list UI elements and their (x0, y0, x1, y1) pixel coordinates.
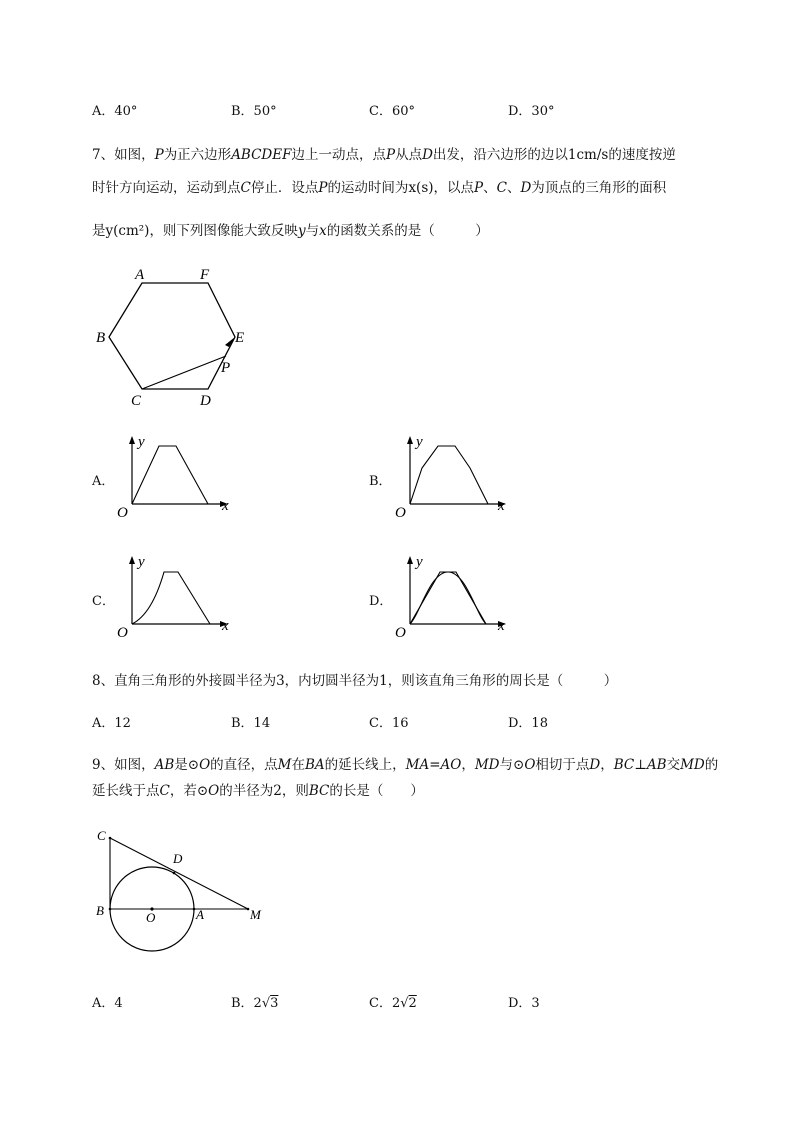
q7-line-2 (92, 176, 666, 196)
q8-option-a: A．12 (92, 716, 131, 731)
q8-stem: 8、直角三角形的外接圆半径为3，内切圆半径为1，则该直角三角形的周长是（ ） (92, 673, 618, 689)
hexagon-outline (109, 283, 235, 389)
q9-text: 延长线于点 (92, 783, 160, 799)
graph-c (114, 552, 239, 640)
label-M: M (250, 907, 261, 922)
math-D: D (589, 757, 601, 773)
label-C: C (131, 393, 142, 408)
q7-text: 边上一动点，点 (291, 147, 386, 163)
q9-text: 的 (704, 757, 719, 773)
graph-curve (132, 572, 210, 624)
label-y: y (416, 554, 423, 570)
math-x-s: x(s) (408, 180, 434, 196)
q7-text: 7、如图， (92, 147, 155, 163)
q9-text: ，若⊙ (169, 783, 209, 799)
q7-text: 与 (305, 223, 320, 239)
label-O: O (146, 910, 156, 925)
q7-text: 的运动时间为 (327, 180, 409, 196)
q9-option-a: A．4 (92, 996, 123, 1011)
label-E: E (235, 330, 245, 346)
radical-sign: √ (261, 996, 271, 1011)
q7-option-c: C． (92, 594, 115, 609)
label-origin: O (117, 505, 128, 520)
q9-option-d: D．3 (508, 996, 540, 1011)
q7-option-a: A． (92, 474, 115, 489)
q9-option-c (369, 992, 417, 1011)
q9-text: 在 (291, 757, 305, 773)
q9-text: 的半径为2，则 (219, 783, 309, 799)
q7-line-1 (92, 143, 676, 163)
q7-text: 时针方向运动，运动到点 (92, 180, 241, 196)
math-P: P (318, 180, 328, 196)
q7-text: 出发，沿六边形的边以1cm/s的速度按逆 (432, 147, 676, 163)
q9-text: 相切于点 (535, 757, 590, 773)
circle-tangent-figure (90, 822, 280, 957)
point-m (247, 908, 250, 911)
math-D: D (422, 147, 433, 163)
q7-text: 的函数关系的是（ ） (326, 223, 489, 239)
math-AB: AB (154, 757, 175, 773)
label-y: y (138, 554, 145, 570)
q9-option-b (231, 992, 278, 1011)
q7-option-b: B． (369, 474, 392, 489)
label-B: B (96, 330, 106, 346)
q7-text: 为正六边形 (163, 147, 232, 163)
math-C: C (240, 180, 251, 196)
segment-cm (110, 838, 248, 909)
math-C: C (496, 180, 507, 196)
q9-text: 交 (666, 757, 681, 773)
math-P: P (474, 180, 484, 196)
q7-text: 、 (483, 180, 497, 196)
q9-line-2 (92, 779, 424, 799)
math-x: x (319, 223, 327, 239)
q9-text: 的直径，点 (210, 757, 278, 773)
y-arrow (407, 436, 413, 444)
label-C: C (97, 828, 106, 843)
radical-sign: √ (400, 996, 409, 1011)
graph-a (114, 432, 239, 520)
math-y-cm2: y(cm²) (105, 223, 150, 239)
point-b (109, 908, 112, 911)
y-arrow (129, 436, 135, 444)
math-O: O (208, 783, 220, 799)
option-prefix: C．2 (369, 996, 401, 1011)
y-arrow (129, 556, 135, 564)
math-D: D (520, 180, 532, 196)
math-C: C (159, 783, 170, 799)
math-y: y (297, 223, 306, 239)
q6-option-b: B．50° (231, 104, 277, 119)
label-y: y (138, 434, 145, 450)
math-P: P (385, 147, 396, 163)
q7-text: 为顶点的三角形的面积 (531, 180, 667, 196)
q7-text: ，则下列图像能大致反映 (149, 223, 298, 239)
option-prefix: B．2 (231, 996, 262, 1011)
q7-line-3 (92, 219, 489, 239)
math-hexagon-name: ABCDEF (231, 147, 292, 163)
q6-option-c: C．60° (369, 104, 415, 119)
q7-text: ，以点 (433, 180, 475, 196)
radicand: 2 (408, 996, 417, 1011)
q7-option-d: D． (369, 594, 393, 609)
label-x: x (222, 618, 229, 634)
y-arrow (407, 556, 413, 564)
math-BC: BC (308, 783, 330, 799)
math-O: O (199, 757, 211, 773)
q7-text: 是 (92, 223, 106, 239)
q6-option-d: D．30° (508, 104, 555, 119)
q8-option-c: C．16 (369, 716, 409, 731)
q9-text: 的长是（ ） (329, 783, 424, 799)
label-x: x (498, 498, 505, 514)
graph-d (392, 552, 517, 640)
label-y: y (416, 434, 423, 450)
q7-text: 、 (506, 180, 521, 196)
label-x: x (222, 498, 229, 514)
q9-line-1 (92, 753, 718, 773)
q9-text: 与⊙ (499, 757, 525, 773)
label-F: F (200, 267, 210, 283)
graph-straight-curve (410, 572, 486, 624)
point-d (173, 872, 176, 875)
label-P: P (221, 360, 231, 376)
label-B: B (96, 903, 104, 918)
label-origin: O (395, 505, 406, 520)
label-origin: O (117, 625, 128, 640)
q9-text: 是⊙ (174, 757, 200, 773)
point-a (193, 908, 196, 911)
math-MA-eq-AO: MA=AO (405, 757, 462, 773)
q8-option-b: B．14 (231, 716, 271, 731)
graph-smooth-curve (410, 572, 486, 624)
point-c (109, 837, 112, 840)
q9-text: ， (461, 757, 475, 773)
q8-option-d: D．18 (508, 716, 548, 731)
q6-option-a: A．40° (92, 104, 138, 119)
math-MD: MD (474, 757, 500, 773)
label-A: A (196, 907, 204, 922)
q9-text: 的延长线上， (324, 757, 406, 773)
label-origin: O (395, 625, 406, 640)
q9-text: ， (600, 757, 614, 773)
graph-b (392, 432, 517, 520)
math-P: P (154, 147, 164, 163)
math-BC-perp-AB: BC⊥AB (613, 757, 667, 773)
graph-curve (410, 446, 488, 504)
math-BA: BA (304, 757, 325, 773)
math-MD: MD (680, 757, 705, 773)
graph-curve (132, 446, 208, 504)
label-A: A (135, 267, 145, 283)
q9-text: 9、如图， (92, 757, 155, 773)
label-x: x (498, 618, 505, 634)
math-M: M (277, 757, 292, 773)
q7-text: 停止．设点 (250, 180, 319, 196)
math-O: O (524, 757, 536, 773)
segment-cp (142, 356, 226, 389)
label-D: D (173, 851, 183, 866)
label-D: D (200, 393, 211, 408)
radicand: 3 (270, 996, 279, 1011)
q7-text: 从点 (395, 147, 423, 163)
hexagon-figure (90, 258, 260, 408)
